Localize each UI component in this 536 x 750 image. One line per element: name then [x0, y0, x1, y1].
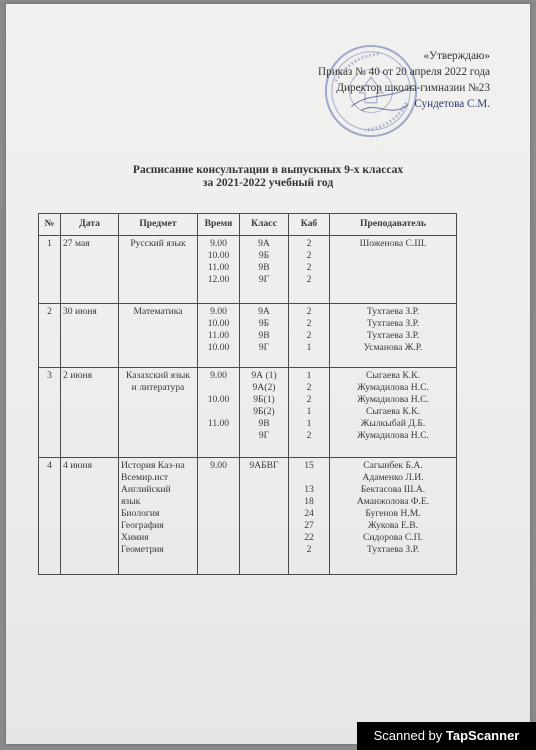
cell-date: 4 июня [61, 458, 119, 575]
cell-date: 2 июня [61, 368, 119, 458]
cell-subject: История Каз-на Всемир.ист Английский язык Биология География Химия Геометрия [119, 458, 198, 575]
cell-number: 4 [39, 458, 61, 575]
approval-block [318, 48, 490, 112]
header-teacher: Преподаватель [330, 214, 457, 236]
header-room: Каб [289, 214, 330, 236]
table-row [39, 368, 457, 458]
cell-time: 9.00 10.00 11.00 12.00 [198, 236, 240, 304]
cell-time: 9.00 [198, 458, 240, 575]
cell-class: 9А 9Б 9В 9Г [240, 236, 289, 304]
cell-date: 27 мая [61, 236, 119, 304]
cell-number: 3 [39, 368, 61, 458]
cell-teacher: Сагынбек Б.А. Адаменко Л.И. Бектасова Ш.А. Аманжолова Ф.Е. Бугенов Н.М. Жукова Е.В. Сидорова С.П. Тухтаева З.Р. [330, 458, 457, 575]
approval-heading: «Утверждаю» [423, 50, 490, 62]
cell-subject: Русский язык [119, 236, 198, 304]
document-subtitle: за 2021-2022 учебный год [202, 177, 334, 189]
cell-room: 2 2 2 1 [289, 304, 330, 368]
header-class: Класс [240, 214, 289, 236]
document-title: Расписание консультации в выпускных 9-х классах [132, 164, 404, 176]
header-date: Дата [61, 214, 119, 236]
cell-teacher: Шоженова С.Ш. [330, 236, 457, 304]
cell-time: 9.00 10.00 11.00 10.00 [198, 304, 240, 368]
cell-class: 9А 9Б 9В 9Г [240, 304, 289, 368]
cell-subject: Казахский язык и литература [119, 368, 198, 458]
table-row [39, 458, 457, 575]
cell-class: 9АБВГ [240, 458, 289, 575]
cell-time: 9.00 10.00 11.00 [198, 368, 240, 458]
scanner-brand: TapScanner [445, 728, 520, 743]
cell-subject: Математика [119, 304, 198, 368]
schedule-table [38, 213, 457, 575]
approval-director: Директор школы-гимназии №23 [336, 82, 490, 94]
scanner-prefix: Scanned by [373, 728, 446, 743]
cell-class: 9А (1) 9А(2) 9Б(1) 9Б(2) 9В 9Г [240, 368, 289, 458]
cell-date: 30 июня [61, 304, 119, 368]
table-header-row [39, 214, 457, 236]
cell-room: 1 2 2 1 1 2 [289, 368, 330, 458]
cell-teacher: Сыгаева К.К. Жумадилова Н.С. Жумадилова Н.С. Сыгаева К.К. Жылкыбай Д.Б. Жумадилова Н.С. [330, 368, 457, 458]
approval-name: Сундетова С.М. [414, 98, 490, 110]
scanner-watermark [357, 722, 536, 750]
cell-teacher: Тухтаева З.Р. Тухтаева З.Р. Тухтаева З.Р. Усманова Ж.Р. [330, 304, 457, 368]
header-subject: Предмет [119, 214, 198, 236]
header-time: Время [198, 214, 240, 236]
cell-number: 1 [39, 236, 61, 304]
header-number: № [39, 214, 61, 236]
cell-room: 2 2 2 2 [289, 236, 330, 304]
approval-order: Приказ № 40 от 20 апреля 2022 года [318, 66, 490, 78]
table-row [39, 236, 457, 304]
cell-room: 15 13 18 24 27 22 2 [289, 458, 330, 575]
cell-number: 2 [39, 304, 61, 368]
table-row [39, 304, 457, 368]
